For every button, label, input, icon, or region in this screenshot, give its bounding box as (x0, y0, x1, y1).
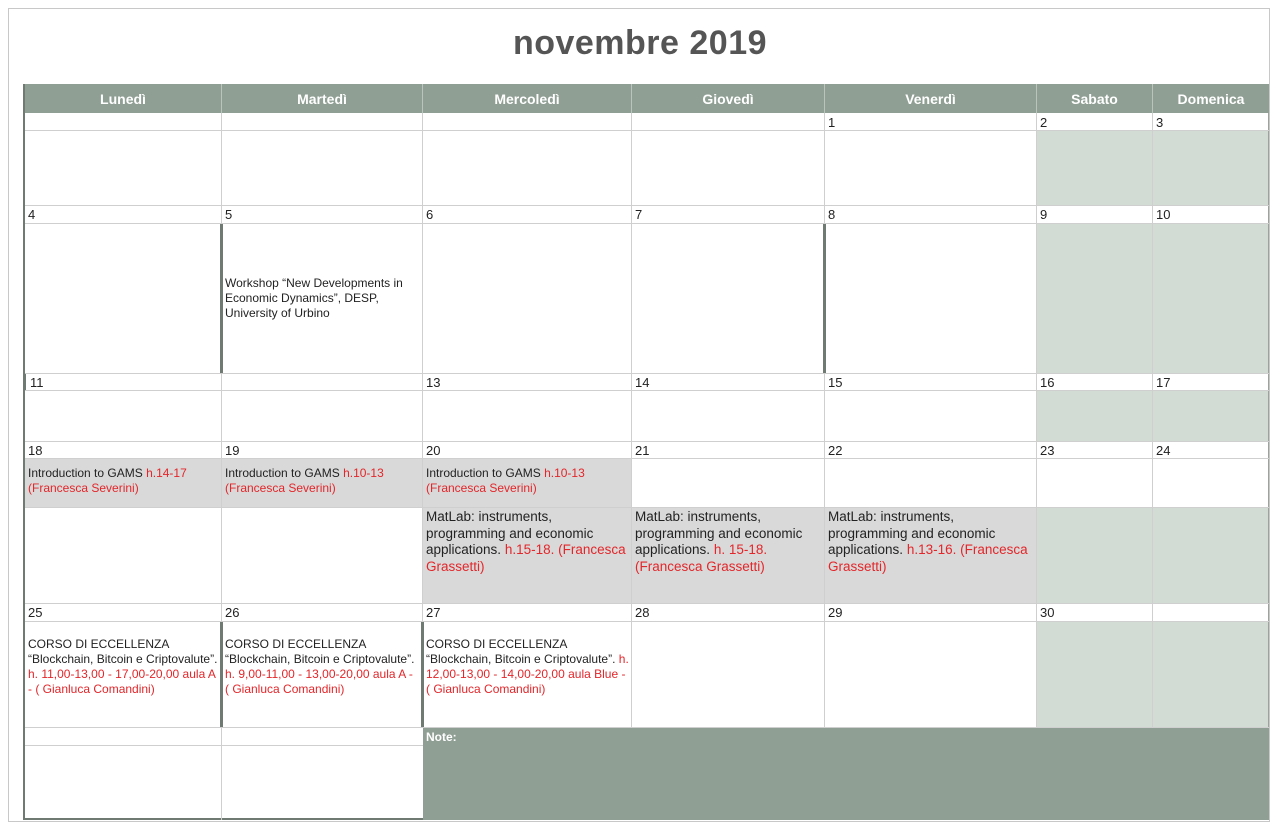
event-title: Introduction to GAMS (28, 466, 147, 480)
event-teacher: (Francesca Grassetti) (828, 542, 1028, 574)
event-time: h. 15-18. (710, 542, 768, 557)
event-teacher: (Francesca Grassetti) (426, 542, 626, 574)
weekday-header-wednesday: Mercoledì (423, 84, 632, 113)
notes-area[interactable] (423, 746, 1269, 820)
grid-hline (25, 130, 1269, 131)
day-number: 25 (28, 605, 43, 620)
event-time: h.14-17 (146, 466, 187, 480)
grid-hline (25, 458, 1269, 459)
accent-line (823, 224, 826, 373)
weekend-shade-w3 (1037, 391, 1269, 441)
event-gams-20 (423, 464, 632, 498)
event-gams-19 (222, 464, 423, 498)
event-title: CORSO DI ECCELLENZA “Blockchain, Bitcoin e Criptovalute”. (225, 637, 415, 666)
event-teacher: (Francesca Severini) (426, 481, 537, 495)
day-number: 7 (635, 207, 643, 222)
weekday-header-tuesday: Martedì (222, 84, 423, 113)
day-number: 18 (28, 443, 43, 458)
day-number: 24 (1156, 443, 1171, 458)
weekday-header-saturday: Sabato (1037, 84, 1153, 113)
accent-line (23, 373, 26, 391)
event-gams-18 (25, 464, 222, 498)
day-number: 16 (1040, 375, 1055, 390)
event-teacher: (Francesca Severini) (225, 481, 336, 495)
event-teacher: (Francesca Grassetti) (635, 558, 765, 574)
grid-hline (25, 205, 1269, 206)
weekday-header-monday: Lunedì (25, 84, 222, 113)
event-title: MatLab: instruments, programming and economic applications. (635, 509, 803, 557)
weekday-header-thursday: Giovedì (632, 84, 825, 113)
day-number: 26 (225, 605, 240, 620)
weekend-shade-w4 (1037, 507, 1269, 603)
event-title: Introduction to GAMS (426, 466, 545, 480)
weekend-shade-w2 (1037, 224, 1269, 373)
event-matlab-22 (825, 507, 1037, 577)
weekday-header-friday: Venerdì (825, 84, 1037, 113)
day-number: 11 (30, 375, 44, 390)
calendar-title: novembre 2019 (512, 24, 768, 62)
grid-hline (25, 373, 1269, 374)
event-title: CORSO DI ECCELLENZA “Blockchain, Bitcoin e Criptovalute”. (28, 637, 218, 666)
event-time: h.15-18. (501, 542, 555, 557)
event-title: MatLab: instruments, programming and economic applications. (828, 509, 996, 557)
weekday-header-sunday: Domenica (1153, 84, 1269, 113)
day-number: 19 (225, 443, 240, 458)
day-number: 30 (1040, 605, 1055, 620)
event-teacher: (Francesca Severini) (28, 481, 139, 495)
grid-hline (25, 441, 1269, 442)
day-number: 20 (426, 443, 441, 458)
weekend-shade-w5 (1037, 622, 1269, 727)
event-corso-25 (25, 635, 222, 699)
day-number: 3 (1156, 115, 1164, 130)
day-number: 29 (828, 605, 843, 620)
day-number: 27 (426, 605, 441, 620)
event-title: Introduction to GAMS (225, 466, 344, 480)
event-time: h.13-16. (903, 542, 957, 557)
event-matlab-21 (632, 507, 825, 577)
event-matlab-20 (423, 507, 632, 577)
event-title: CORSO DI ECCELLENZA “Blockchain, Bitcoin e Criptovalute”. (426, 637, 616, 666)
day-number: 17 (1156, 375, 1171, 390)
day-number: 22 (828, 443, 843, 458)
notes-label: Note: (423, 728, 1269, 746)
day-number: 23 (1040, 443, 1055, 458)
grid-hline (25, 390, 1269, 391)
weekend-shade-w1 (1037, 131, 1269, 205)
grid-hline (25, 621, 1269, 622)
day-number: 21 (635, 443, 650, 458)
event-corso-27 (423, 635, 632, 699)
day-number: 8 (828, 207, 836, 222)
event-time: h.10-13 (343, 466, 384, 480)
day-number: 2 (1040, 115, 1048, 130)
day-number: 6 (426, 207, 434, 222)
event-time: h. 9,00-11,00 - 13,00-20,00 aula A - ( Gianluca Comandini) (225, 667, 413, 696)
event-workshop: Workshop “New Developments in Economic Dynamics”, DESP, University of Urbino (225, 276, 403, 320)
day-number: 28 (635, 605, 650, 620)
day-number: 5 (225, 207, 233, 222)
grid-hline (25, 603, 1269, 604)
day-number: 9 (1040, 207, 1048, 222)
event-time: h. 12,00-13,00 - 14,00-20,00 aula Blue - ( Gianluca Comandini) (426, 652, 629, 696)
grid-hline (25, 745, 423, 746)
day-number: 13 (426, 375, 441, 390)
day-number: 4 (28, 207, 36, 222)
day-number: 1 (828, 115, 836, 130)
day-number: 14 (635, 375, 650, 390)
event-time: h.10-13 (544, 466, 585, 480)
day-number: 10 (1156, 207, 1171, 222)
day-number: 15 (828, 375, 843, 390)
event-title: MatLab: instruments, programming and economic applications. (426, 509, 594, 557)
event-corso-26 (222, 635, 423, 699)
grid-hline (25, 223, 1269, 224)
event-time: h. 11,00-13,00 - 17,00-20,00 aula A - ( Gianluca Comandini) (28, 667, 216, 696)
